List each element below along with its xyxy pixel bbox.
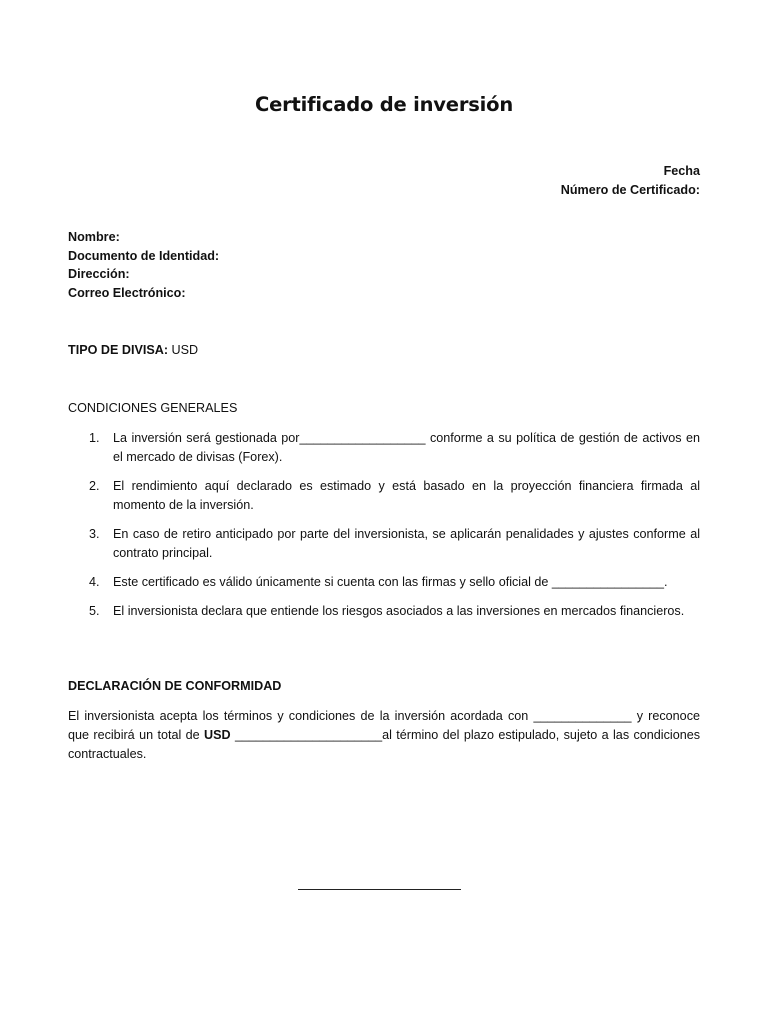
declaration-paragraph — [68, 707, 700, 764]
currency-label: TIPO DE DIVISA: — [68, 343, 169, 357]
list-item-text: La inversión será gestionada por__________________ conforme a su política de gestión de activos en el mercado de divisas (Forex). — [113, 431, 700, 464]
list-item — [68, 477, 700, 515]
declaration-currency: USD — [204, 728, 231, 742]
list-item-number: 5. — [89, 604, 100, 618]
email-label: Correo Electrónico: — [68, 286, 186, 301]
investor-info — [68, 228, 219, 303]
list-item-text: En caso de retiro anticipado por parte del inversionista, se aplicarán penalidades y ajustes conforme al contrato principal. — [113, 527, 700, 560]
conditions-heading: CONDICIONES GENERALES — [68, 401, 238, 415]
certificate-meta — [561, 162, 700, 200]
declaration-text-part1: El inversionista acepta los términos y condiciones de la inversión acordada con ______________ y reconoce que recibirá un total de — [68, 709, 700, 742]
list-item — [68, 602, 700, 621]
signature-line — [298, 889, 461, 890]
name-label: Nombre: — [68, 230, 120, 244]
certificate-number-label: Número de Certificado: — [560, 183, 700, 197]
list-item-text: El inversionista declara que entiende los riesgos asociados a las inversiones en mercados financieros. — [113, 604, 685, 618]
declaration-text-part2: _____________________al término del plazo estipulado, sujeto a las condiciones contractuales. — [68, 728, 701, 761]
list-item-number: 3. — [89, 527, 100, 541]
list-item — [68, 525, 700, 563]
list-item — [68, 429, 700, 467]
list-item-text: Este certificado es válido únicamente si cuenta con las firmas y sello oficial de ________________. — [113, 575, 668, 589]
date-label: Fecha — [663, 164, 700, 178]
list-item-number: 4. — [89, 575, 100, 589]
list-item-text: El rendimiento aquí declarado es estimado y está basado en la proyección financiera firmada al momento de la inversión. — [113, 479, 700, 512]
conditions-list — [68, 429, 700, 631]
declaration-heading: DECLARACIÓN DE CONFORMIDAD — [68, 679, 282, 693]
currency-value: USD — [168, 343, 199, 357]
currency-type — [68, 343, 198, 357]
list-item-number: 1. — [89, 431, 100, 445]
list-item-number: 2. — [89, 479, 100, 493]
address-label: Dirección: — [68, 267, 130, 282]
id-document-label: Documento de Identidad: — [68, 248, 220, 263]
document-title: Certificado de inversión — [254, 93, 514, 116]
list-item — [68, 573, 700, 592]
